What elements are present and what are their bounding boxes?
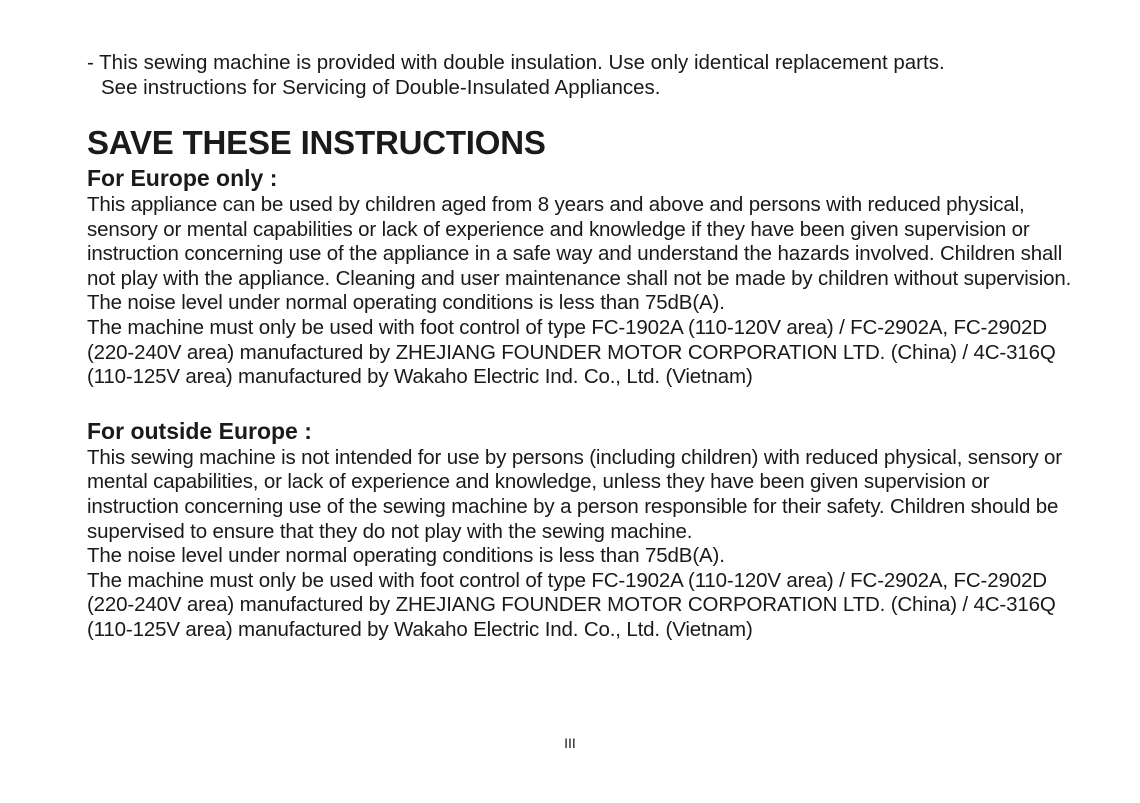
europe-noise-paragraph: The noise level under normal operating conditions is less than 75dB(A).	[87, 291, 725, 315]
manual-page	[87, 51, 1072, 643]
europe-children-paragraph: This appliance can be used by children aged from 8 years and above and persons with reduced physical, sensory or mental capabilities or lack of experience and knowledge if they have been given supervision or instruction concerning use of the appliance in a safe way and understand the hazards involved. Children shall not play with the appliance. Cleaning and user maintenance shall not be made by children without supervision.	[87, 193, 1072, 290]
page-number: III	[564, 735, 576, 751]
double-insulation-line-1: - This sewing machine is provided with double insulation. Use only identical replacement parts.	[87, 51, 945, 74]
outside-europe-heading: For outside Europe :	[87, 417, 312, 444]
double-insulation-note	[87, 51, 1072, 100]
save-instructions-heading: SAVE THESE INSTRUCTIONS	[87, 124, 546, 161]
outside-europe-foot-control-paragraph: The machine must only be used with foot control of type FC-1902A (110-120V area) / FC-2902A, FC-2902D (220-240V area) manufactured by ZHEJIANG FOUNDER MOTOR CORPORATION LTD. (China) / 4C-316Q (110-125V area) manufactured by Wakaho Electric Ind. Co., Ltd. (Vietnam)	[87, 568, 1056, 641]
double-insulation-line-2: See instructions for Servicing of Double-Insulated Appliances.	[101, 75, 661, 99]
outside-europe-noise-paragraph: The noise level under normal operating conditions is less than 75dB(A).	[87, 544, 725, 568]
europe-heading: For Europe only :	[87, 165, 278, 191]
outside-europe-children-paragraph: This sewing machine is not intended for use by persons (including children) with reduced physical, sensory or mental capabilities, or lack of experience and knowledge, unless they have been given supervision or instruction concerning use of the sewing machine by a person responsible for their safety. Children should be supervised to ensure that they do not play with the sewing machine.	[87, 445, 1062, 543]
europe-foot-control-paragraph: The machine must only be used with foot control of type FC-1902A (110-120V area) / FC-2902A, FC-2902D (220-240V area) manufactured by ZHEJIANG FOUNDER MOTOR CORPORATION LTD. (China) / 4C-316Q (110-125V area) manufactured by Wakaho Electric Ind. Co., Ltd. (Vietnam)	[87, 315, 1056, 389]
